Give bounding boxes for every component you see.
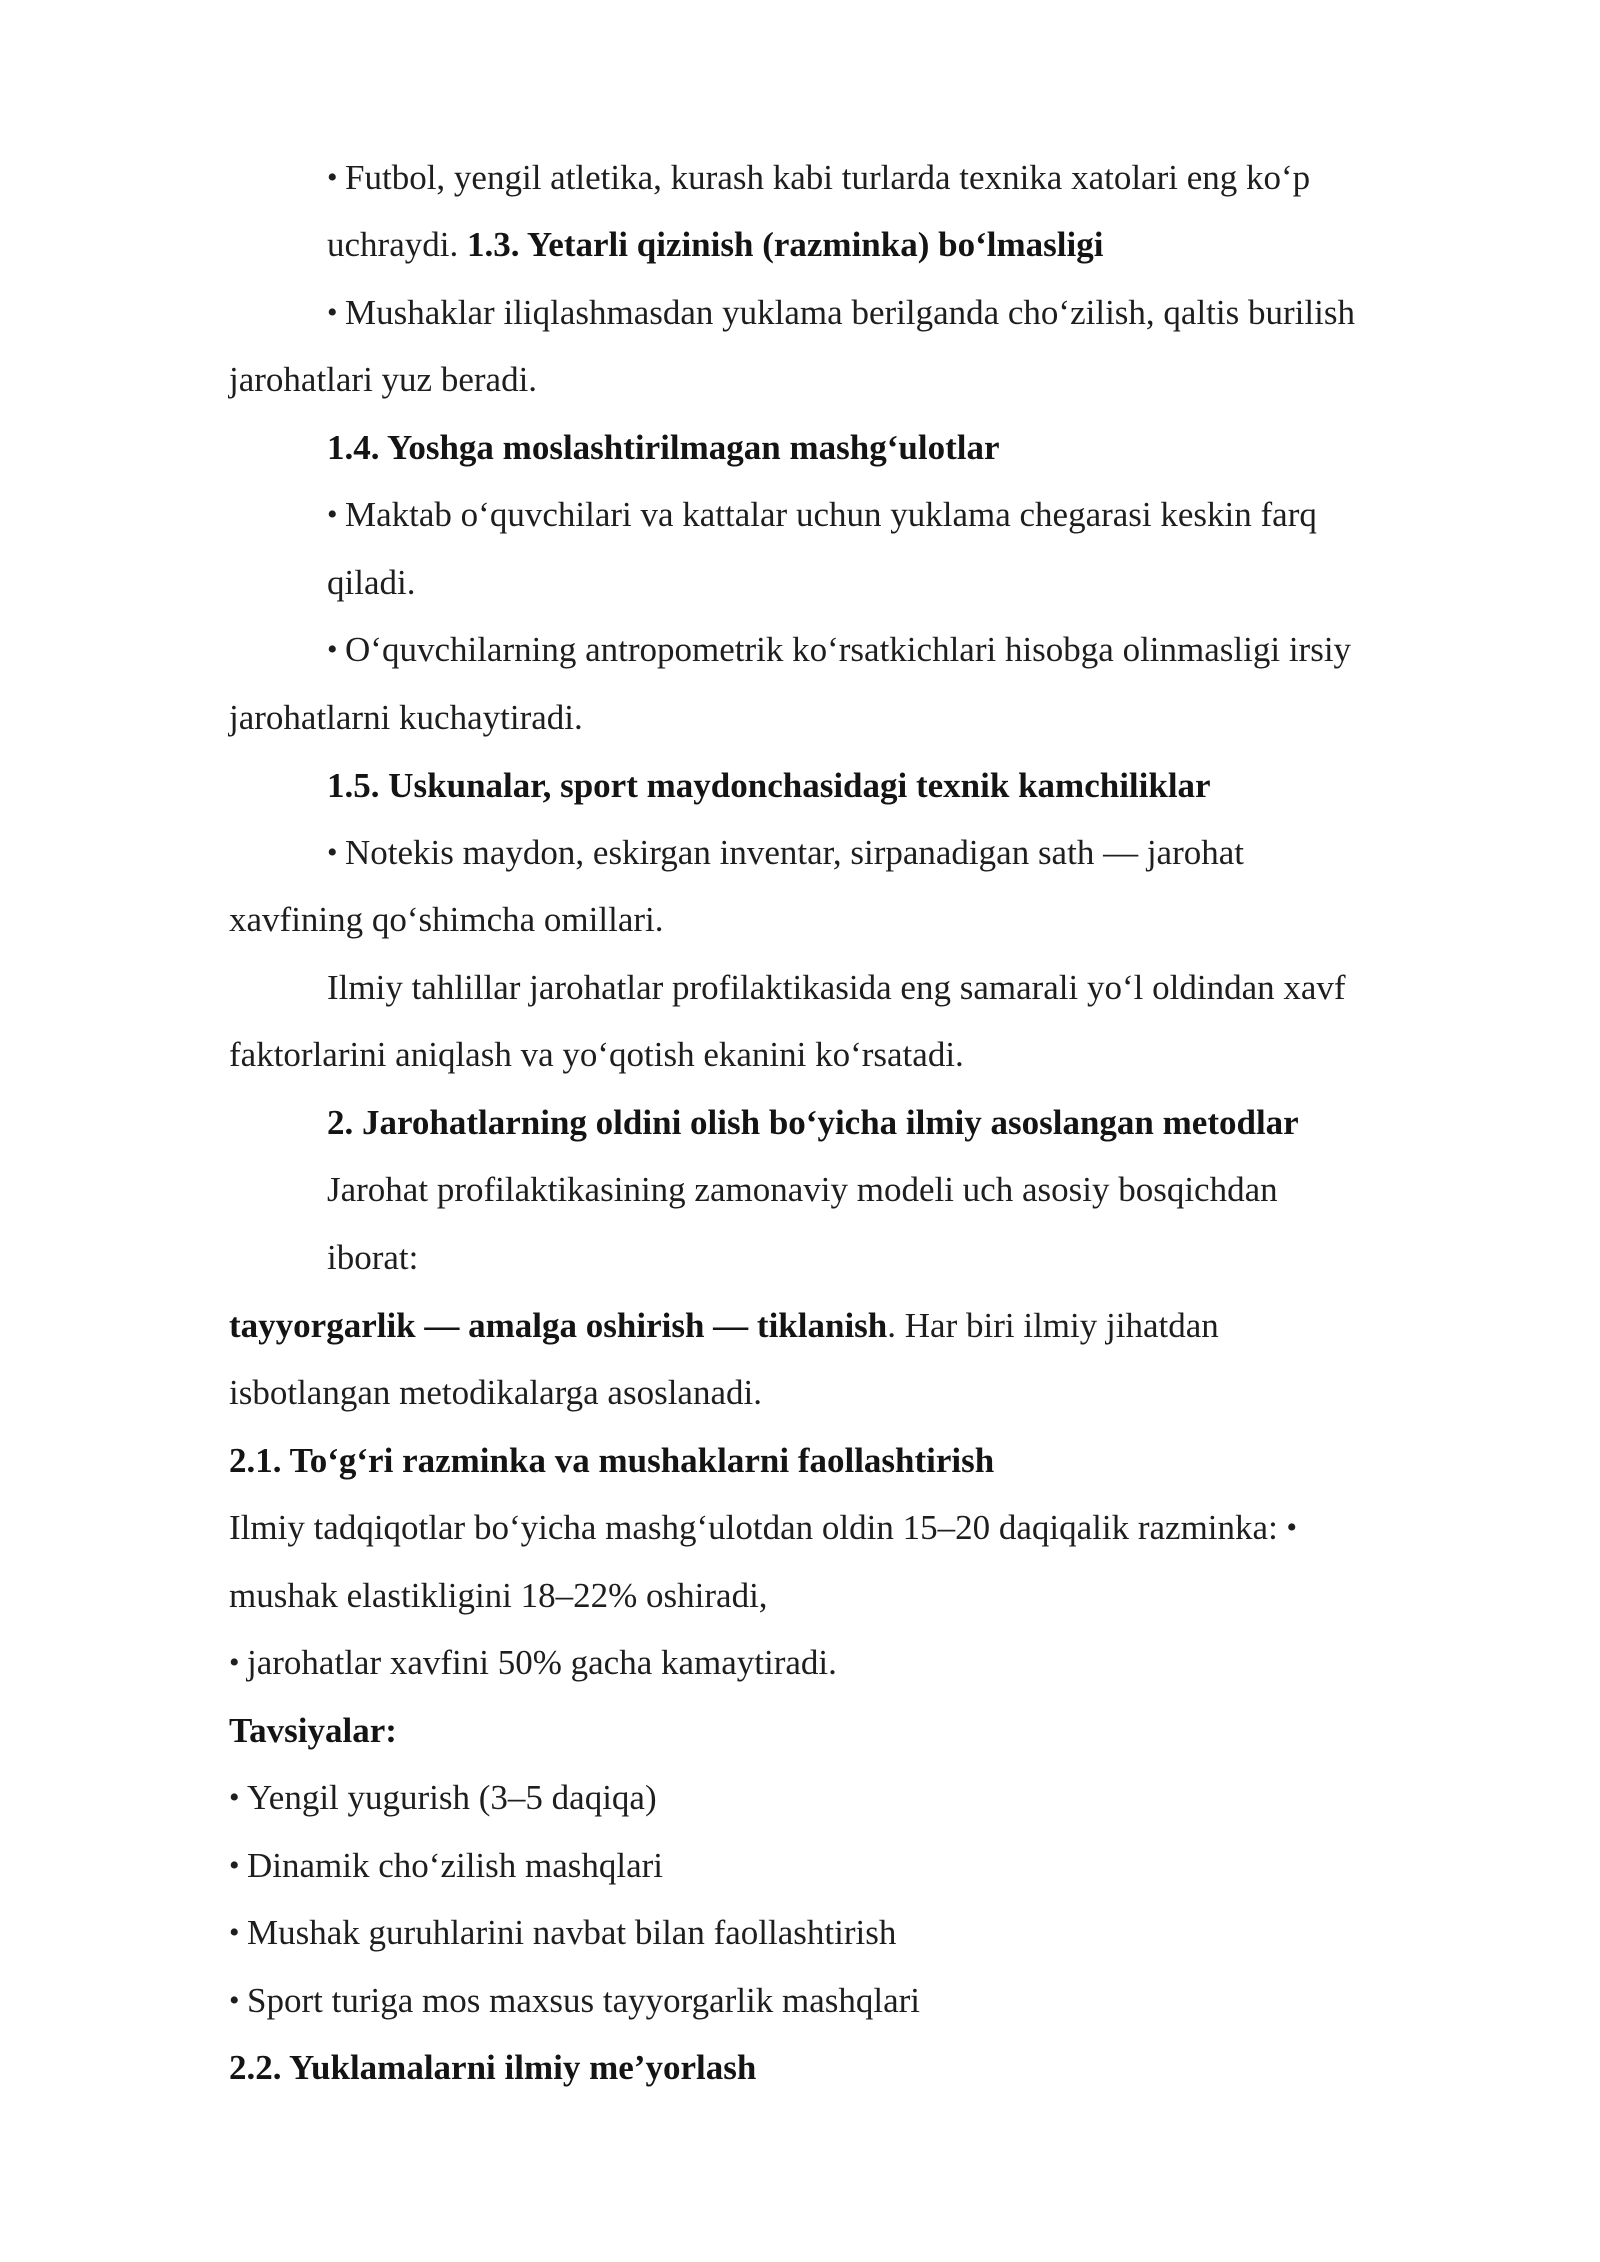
bullet-glyph: • (229, 1781, 248, 1814)
bullet-glyph: • (327, 161, 346, 194)
bullet-text: Maktab o‘quvchilari va kattalar uchun yuklama chegarasi keskin farq (345, 495, 1317, 534)
bullet-glyph: • (229, 1916, 248, 1949)
text-line: jarohatlarni kuchaytiradi. (229, 698, 583, 737)
bullet-item (229, 1645, 837, 1680)
bullet-text: O‘quvchilarning antropometrik ko‘rsatkichlari hisobga olinmasligi irsiy (345, 630, 1352, 669)
section-heading-1-5: 1.5. Uskunalar, sport maydonchasidagi texnik kamchiliklar (327, 766, 1211, 805)
section-heading-1-3: 1.3. Yetarli qizinish (razminka) bo‘lmasligi (466, 225, 1104, 264)
paragraph-line (229, 1510, 1297, 1545)
paragraph-line: mushak elastikligini 18–22% oshiradi, (229, 1576, 768, 1615)
bullet-text: jarohatlar xavfini 50% gacha kamaytiradi. (247, 1643, 837, 1682)
bullet-text: Mushaklar iliqlashmasdan yuklama berilganda cho‘zilish, qaltis burilish (345, 293, 1355, 332)
bold-phrase: tayyorgarlik — amalga oshirish — tiklanish (229, 1306, 888, 1345)
bullet-item (327, 160, 1310, 195)
bullet-glyph: • (229, 1646, 248, 1679)
text-line: xavfining qo‘shimcha omillari. (229, 900, 664, 939)
list-item-text: Sport turiga mos maxsus tayyorgarlik mashqlari (247, 1981, 921, 2020)
paragraph-line (229, 1308, 1219, 1343)
list-item (229, 1848, 663, 1883)
bullet-item (327, 497, 1317, 532)
list-item-text: Yengil yugurish (3–5 daqiqa) (247, 1778, 657, 1817)
bullet-item (327, 295, 1355, 330)
bullet-glyph: • (327, 836, 346, 869)
subheading-tavsiyalar: Tavsiyalar: (229, 1711, 397, 1750)
list-item (229, 1915, 896, 1950)
paragraph-line: faktorlarini aniqlash va yo‘qotish ekanini ko‘rsatadi. (229, 1035, 964, 1074)
bullet-glyph: • (327, 633, 346, 666)
bullet-text: Futbol, yengil atletika, kurash kabi turlarda texnika xatolari eng ko‘p (345, 158, 1311, 197)
bullet-item (327, 835, 1244, 870)
paragraph-line: isbotlangan metodikalarga asoslanadi. (229, 1373, 762, 1412)
bullet-item (327, 632, 1351, 667)
list-item-text: Dinamik cho‘zilish mashqlari (247, 1846, 664, 1885)
bullet-glyph: • (229, 1849, 248, 1882)
list-item (229, 1780, 657, 1815)
section-heading-2: 2. Jarohatlarning oldini olish bo‘yicha ilmiy asoslangan metodlar (327, 1103, 1299, 1142)
bullet-glyph: • (327, 296, 346, 329)
bullet-glyph: • (229, 1984, 248, 2017)
line-text: uchraydi. (327, 225, 467, 264)
bullet-glyph: • (1286, 1511, 1298, 1544)
line-text: . Har biri ilmiy jihatdan (887, 1306, 1219, 1345)
paragraph-line: Jarohat profilaktikasining zamonaviy modeli uch asosiy bosqichdan (327, 1170, 1278, 1209)
bullet-glyph: • (327, 498, 346, 531)
line-text: Ilmiy tadqiqotlar bo‘yicha mashg‘ulotdan oldin 15–20 daqiqalik razminka: (229, 1508, 1287, 1547)
paragraph-line: iborat: (327, 1238, 419, 1277)
list-item (229, 1983, 920, 2018)
section-heading-1-4: 1.4. Yoshga moslashtirilmagan mashg‘ulotlar (327, 428, 1000, 467)
bullet-text: Notekis maydon, eskirgan inventar, sirpanadigan sath — jarohat (345, 833, 1244, 872)
text-line (327, 227, 1103, 262)
list-item-text: Mushak guruhlarini navbat bilan faollashtirish (247, 1913, 897, 1952)
section-heading-2-2: 2.2. Yuklamalarni ilmiy me’yorlash (229, 2048, 757, 2087)
paragraph-line: Ilmiy tahlillar jarohatlar profilaktikasida eng samarali yo‘l oldindan xavf (327, 968, 1346, 1007)
section-heading-2-1: 2.1. To‘g‘ri razminka va mushaklarni faollashtirish (229, 1441, 995, 1480)
text-line: qiladi. (327, 563, 416, 602)
text-line: jarohatlari yuz beradi. (229, 360, 538, 399)
